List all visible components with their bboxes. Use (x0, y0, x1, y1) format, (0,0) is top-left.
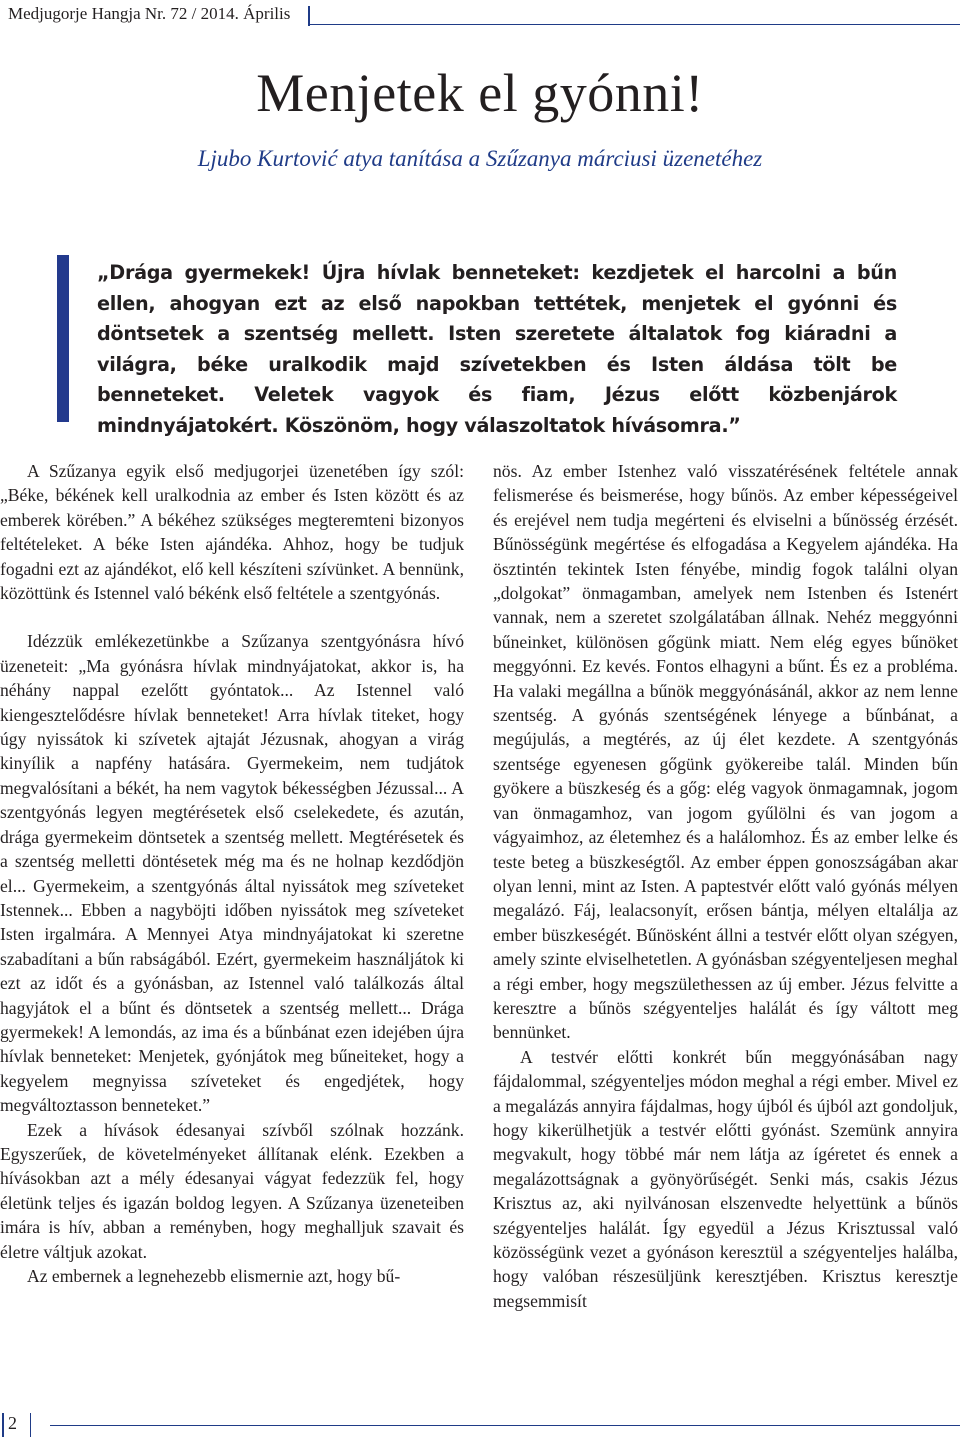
header-rule (308, 4, 960, 25)
paragraph: A Szűzanya egyik első medjugorjei üzenetében így szól: „Béke, békének kell uralkodnia az ember és Isten között és az emberek körében.” A békéhez szükséges megteremteni bizonyos feltételeket. A béke Isten ajándéka. Ahhoz, hogy be tudjuk fogadni ezt az ajándékot, elő kell készíteni szívünket. A bennünk, közöttünk és Istennel való békénk első feltétele a szentgyónás. (0, 461, 464, 604)
paragraph: nös. Az ember Istenhez való visszatérésének feltétele annak felismerése és beismerése, hogy bűnös. Az ember képességeivel és erejével nem tudja megérteni és elviselni a bűnösség érzését. Bűnösségünk megértése és elfogadása a Kegyelem ajándéka. Ha ösztintén tekintek Isten fényébe, mindig fogok találni olyan „dolgokat” önmagamban, amelyek nem Istenben és Istenért vannak, nem a szeretet szolgálatában állnak. Nehéz meggyónni bűneinket, különösen gőgünk miatt. Nem elég egyes bűnöket meggyónni. Ez kevés. Fontos elhagyni a bűnt. És ez a probléma. Ha valaki megállna a bűnök meggyónásánál, akkor az nem lenne szentség. A gyónás szentségének lényege a bűnbánat, a megújulás, a megtérés, az új élet kezdete. A szentgyónás szentsége egyenesen gőgünk gyökereibe talál. Minden bűn gyökere a büszkeség és a gőg: elég vagyok önmagamnak, jogom van önmagamhoz, van jogom gyűlölni és van jogom a vágyaimhoz, az életemhez és a halálomhoz. És az ember lelke és teste beteg a büszkeségtől. Az ember éppen gonoszságában akar olyan lenni, mint az Isten. A paptestvér előtt való gyónás mélyen megalázó. Fáj, lealacsonyít, erősen bántja, mélyen eltalálja az ember büszkeségét. Bűnösként állni a testvér előtt olyan szégyen, amely szinte elviselhetetlen. A gyónásban szégyenteljesen meghal a régi ember, hogy megszülethessen az új ember. Jézus felvitte a keresztre a bűnös szégyenteljes halálát és így váltott meg bennünket. (493, 461, 958, 1043)
footer-rule (50, 1425, 960, 1426)
paragraph: A testvér előtti konkrét bűn meggyónásában nagy fájdalommal, szégyenteljes módon meghal a régi ember. Mivel ez a megalázás annyira fájdalmas, hogy újból és újból azt gondoljuk, hogy kikerülhetjük a testvér előtti gyónást. Szemünk annyira megvakult, hogy többé már nem látja az ígéretet és ennek a megalázottságnak a gyönyörűségét. Senki más, csakis Jézus Krisztus az, aki nyilvánosan elszenvedte helyettünk a bűnös szégyenteljes halálát. Így egyedül a Jézus Krisztussal való közösségünk vezet a gyónáson keresztül a szégyenteljes halálba, hogy valóban részesüljünk keresztjében. Krisztus keresztje megsemmisít (493, 1046, 958, 1311)
quote-accent-bar (57, 255, 69, 422)
article-subtitle: Ljubo Kurtović atya tanítása a Szűzanya márciusi üzenetéhez (197, 146, 763, 171)
running-title: Medjugorje Hangja Nr. 72 / 2014. Április (8, 4, 291, 23)
running-header (0, 0, 960, 28)
left-column (0, 459, 464, 1288)
paragraph: Az embernek a legnehezebb elismernie azt, hogy bű- (27, 1266, 401, 1286)
right-column (493, 459, 958, 1313)
article-title: Menjetek el gyónni! (256, 63, 704, 123)
paragraph: Ezek a hívások édesanyai szívből szólnak hozzánk. Egyszerűek, de követelményeket állítanak elénk. Ezekben a hívásokban azt a mély édesanyai vágyat fedezzük fel, hogy életünk teljes és igazán boldog legyen. A Szűzanya üzeneteiben imára is hív, abban a reményben, hogy meghalljuk szavait és életre váltjuk azokat. (0, 1119, 464, 1262)
page-number: 2 (8, 1413, 17, 1433)
paragraph: Idézzük emlékezetünkbe a Szűzanya szentgyónásra hívó üzeneteit: „Ma gyónásra hívlak mindnyájatokat, akkor is, ha néhány nappal ezelőtt gyóntatok... Az Istennel való kiengesztelődésre hívlak benneteket! Arra hívlak titeket, hogy úgy nyissátok ki szívetek ajtaját Jézusnak, ahogyan a virág kinyílik a napfény hatására. Gyermekeim, nem tudjátok megvalósítani a békét, ha nem vagytok békességben Jézussal... A szentgyónás legyen megtérésetek első cselekedete, és azután, drága gyermekeim döntsetek a szentség mellett. Megtérésetek és a szentség melletti döntésetek még ma és ne holnap kezdődjön el... Gyermekeim, a szentgyónás által nyissátok meg szíveteket Istennek... Ebben a nagyböjti időben nyissátok meg szíveteket Isten irgalmára. A Mennyei Atya mindnyájatokat ki szeretne szabadítani a bűn rabságából. Ezért, gyermekeim használjátok ki ezt az időt és a gyónásban, az Istennel való találkozás által hagyjátok el a bűnt és döntsetek a szentség mellett... Drága gyermekek! A lemondás, az ima és a bűnbánat ezen idejében újra hívlak benneteket: Menjetek, gyónjátok meg bűneiteket, hogy a kegyelem megnyissa szíveteket és engedjétek, hogy megváltoztasson benneteket.” (0, 631, 464, 1116)
message-quote: „Drága gyermekek! Újra hívlak benneteket: kezdjetek el harcolni a bűn ellen, ahogyan ezt az első napokban tettétek, menjetek el gyónni és döntsetek a szentség mellett. Isten szeretete általatok fog kiáradni a világra, béke uralkodik majd szívetekben és Isten áldása tölt be benneteket. Veletek vagyok és fiam, Jézus előtt közbenjárok mindnyájatokért. Köszönöm, hogy válaszoltatok hívásomra.” (97, 261, 897, 437)
